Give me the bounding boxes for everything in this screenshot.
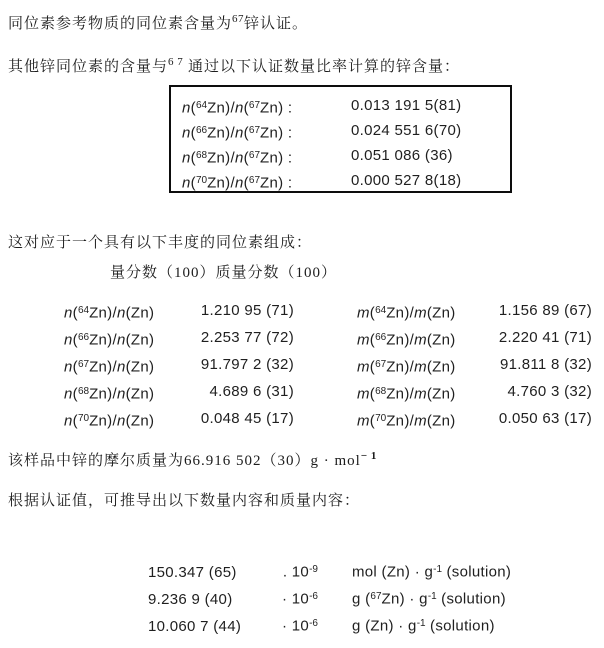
mass-fraction-value: 4.760 3 (32) bbox=[507, 383, 592, 400]
ratio-row bbox=[171, 118, 510, 143]
ratio-row bbox=[171, 143, 510, 168]
mass-fraction-value: 2.220 41 (71) bbox=[498, 329, 592, 346]
derived-row bbox=[148, 556, 511, 583]
fraction-row bbox=[0, 351, 604, 378]
amount-fraction-label: n($^{68}$Zn)/n(Zn) bbox=[64, 385, 155, 403]
amount-fraction-value: 1.210 95 (71) bbox=[200, 302, 294, 319]
derived-quantities-table bbox=[148, 556, 511, 637]
mass-fraction-value: 1.156 89 (67) bbox=[498, 302, 592, 319]
certified-ratio-box bbox=[169, 85, 512, 193]
mass-fraction-label: m($^{67}$Zn)/m(Zn) bbox=[357, 358, 456, 376]
ratio-label: n($^{66}$Zn)/n($^{67}$Zn) : bbox=[182, 124, 293, 142]
fraction-row bbox=[0, 405, 604, 432]
intro-certified-paragraph: 同位素参考物质的同位素含量为$^{67}$锌认证。 bbox=[8, 13, 309, 32]
fractions-header: 量分数（100）质量分数（100） bbox=[110, 265, 338, 281]
ratio-value: 0.000 527 8(18) bbox=[351, 172, 462, 189]
derived-row bbox=[148, 610, 511, 637]
amount-fraction-label: n($^{67}$Zn)/n(Zn) bbox=[64, 358, 155, 376]
composition-intro-paragraph: 这对应于一个具有以下丰度的同位素组成： bbox=[8, 235, 313, 251]
amount-fraction-value: 91.797 2 (32) bbox=[200, 356, 294, 373]
derived-value: 9.236 9 (40) bbox=[148, 590, 233, 608]
ratio-label: n($^{64}$Zn)/n($^{67}$Zn) : bbox=[182, 99, 293, 117]
ratio-label: n($^{70}$Zn)/n($^{67}$Zn) : bbox=[182, 174, 293, 192]
power-of-ten: . $10^{-9}$ bbox=[282, 563, 318, 581]
amount-fraction-value: 0.048 45 (17) bbox=[200, 410, 294, 427]
derived-unit: mol $(Zn) \cdot g^{-1}$ (solution) bbox=[352, 563, 512, 581]
amount-fraction-label: n($^{70}$Zn)/n(Zn) bbox=[64, 412, 155, 430]
derived-intro-paragraph: 根据认证值，可推导出以下数量内容和质量内容： bbox=[8, 493, 361, 509]
mass-fraction-label: m($^{68}$Zn)/m(Zn) bbox=[357, 385, 456, 403]
ratio-value: 0.013 191 5(81) bbox=[351, 97, 462, 114]
molar-mass-paragraph: 该样品中锌的摩尔质量为66.916 502（30）g · mol$^{- 1}$ bbox=[8, 450, 377, 469]
ratio-value: 0.024 551 6(70) bbox=[351, 122, 462, 139]
ratio-row bbox=[171, 93, 510, 118]
derived-row bbox=[148, 583, 511, 610]
fraction-row bbox=[0, 324, 604, 351]
amount-fraction-label: n($^{66}$Zn)/n(Zn) bbox=[64, 331, 155, 349]
ratio-intro-paragraph: 其他锌同位素的含量与$^{6 7}$ 通过以下认证数量比率计算的锌含量： bbox=[8, 56, 461, 75]
derived-value: 10.060 7 (44) bbox=[148, 617, 242, 635]
amount-fraction-label: n($^{64}$Zn)/n(Zn) bbox=[64, 304, 155, 322]
fraction-row bbox=[0, 297, 604, 324]
derived-unit: g $(^{67}Zn) \cdot g^{-1}$ (solution) bbox=[352, 590, 506, 608]
fraction-row bbox=[0, 378, 604, 405]
mass-fraction-label: m($^{66}$Zn)/m(Zn) bbox=[357, 331, 456, 349]
derived-unit: g $(Zn) \cdot g^{-1}$ (solution) bbox=[352, 617, 495, 635]
derived-value: 150.347 (65) bbox=[148, 563, 237, 581]
mass-fraction-label: m($^{64}$Zn)/m(Zn) bbox=[357, 304, 456, 322]
power-of-ten: · $10^{-6}$ bbox=[282, 617, 318, 635]
ratio-row bbox=[171, 168, 510, 193]
ratio-label: n($^{68}$Zn)/n($^{67}$Zn) : bbox=[182, 149, 293, 167]
mass-fraction-value: 0.050 63 (17) bbox=[498, 410, 592, 427]
amount-fraction-value: 2.253 77 (72) bbox=[200, 329, 294, 346]
power-of-ten: · $10^{-6}$ bbox=[282, 590, 318, 608]
mass-fraction-value: 91.811 8 (32) bbox=[499, 356, 592, 373]
mass-fraction-label: m($^{70}$Zn)/m(Zn) bbox=[357, 412, 456, 430]
amount-fraction-value: 4.689 6 (31) bbox=[209, 383, 294, 400]
isotope-fractions-table bbox=[0, 297, 604, 432]
ratio-value: 0.051 086 (36) bbox=[351, 147, 453, 164]
